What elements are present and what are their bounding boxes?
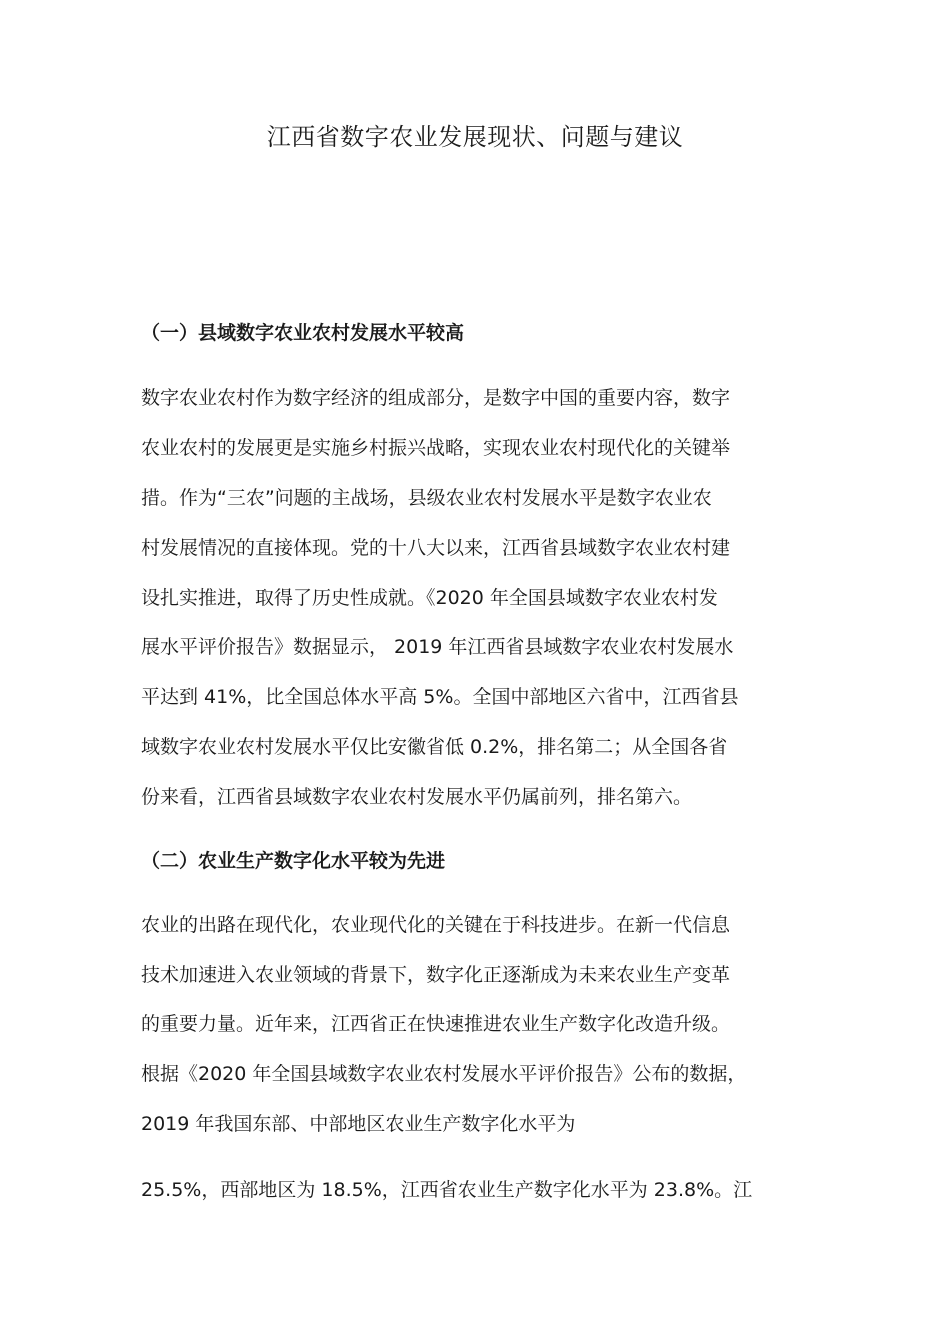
section-heading-1: （一）县域数字农业农村发展水平较高 [141,322,465,344]
paragraph-line: 域数字农业农村发展水平仅比安徽省低 0.2%，排名第二；从全国各省 [141,736,728,758]
section-heading-2: （二）农业生产数字化水平较为先进 [141,850,446,872]
paragraph-line: 农业的出路在现代化，农业现代化的关键在于科技进步。在新一代信息 [141,914,731,936]
paragraph-line: 展水平评价报告》数据显示， 2019 年江西省县域数字农业农村发展水 [141,636,734,658]
paragraph-line: 平达到 41%，比全国总体水平高 5%。全国中部地区六省中，江西省县 [141,686,739,708]
document-title: 江西省数字农业发展现状、问题与建议 [266,123,684,151]
paragraph-line: 措。作为“三农”问题的主战场，县级农业农村发展水平是数字农业农 [141,487,712,509]
paragraph-line: 数字农业农村作为数字经济的组成部分，是数字中国的重要内容，数字 [141,387,731,409]
paragraph-line: 的重要力量。近年来，江西省正在快速推进农业生产数字化改造升级。 [141,1013,731,1035]
paragraph-line: 根据《2020 年全国县域数字农业农村发展水平评价报告》公布的数据， [141,1063,747,1085]
paragraph-line: 技术加速进入农业领域的背景下，数字化正逐渐成为未来农业生产变革 [141,964,731,986]
paragraph-line: 2019 年我国东部、中部地区农业生产数字化水平为 [141,1113,576,1135]
paragraph-line: 设扎实推进，取得了历史性成就。《2020 年全国县域数字农业农村发 [141,587,718,609]
paragraph-line: 份来看，江西省县域数字农业农村发展水平仍属前列，排名第六。 [141,786,693,808]
paragraph-line: 25.5%，西部地区为 18.5%，江西省农业生产数字化水平为 23.8%。江 [141,1179,753,1201]
paragraph-line: 村发展情况的直接体现。党的十八大以来，江西省县域数字农业农村建 [141,537,731,559]
paragraph-line: 农业农村的发展更是实施乡村振兴战略，实现农业农村现代化的关键举 [141,437,731,459]
